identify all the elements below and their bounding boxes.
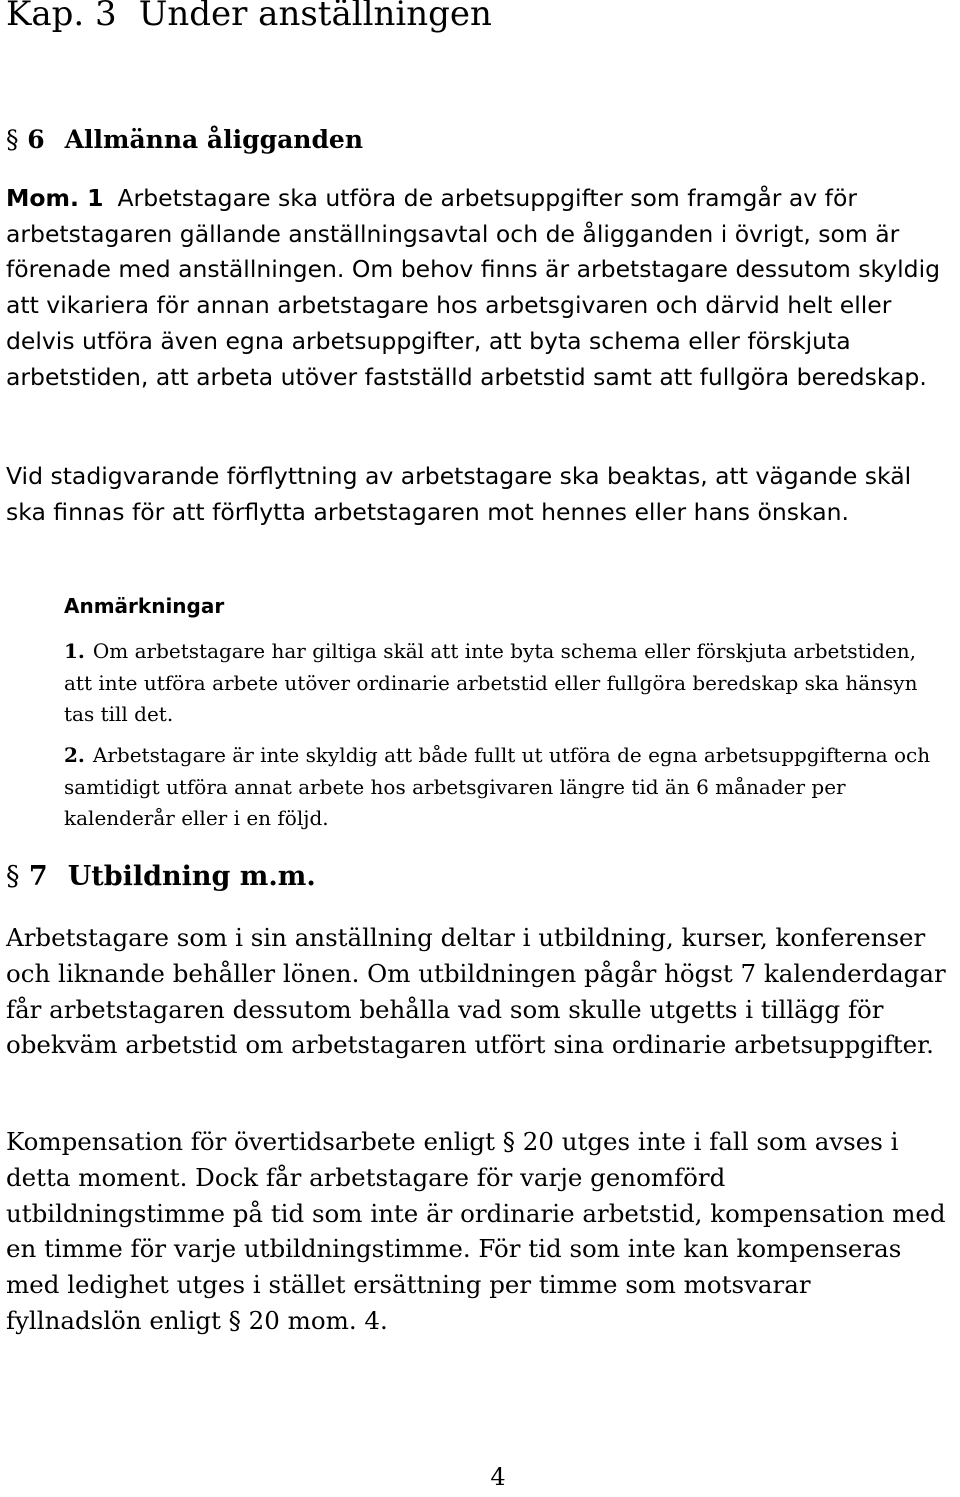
note-number: 1.: [64, 639, 85, 663]
mom-label: Mom. 1: [6, 184, 104, 212]
page-number: 4: [490, 1463, 506, 1491]
mom-text: Arbetstagare ska utföra de arbetsuppgifter som framgår av för arbetstagaren gällande anställningsavtal och de åligganden i övrigt, som är förenade med anställningen. Om behov finns är arbetstagare dessutom skyldig att vikariera för annan arbetstagare hos arbetsgivaren och därvid helt eller delvis utföra även egna arbetsuppgifter, att byta schema eller förskjuta arbetstiden, att arbeta utöver fastställd arbetstid samt att fullgöra beredskap.: [6, 184, 941, 391]
notes-heading: Anmärkningar: [64, 594, 225, 618]
note-text: Om arbetstagare har giltiga skäl att inte byta schema eller förskjuta arbetstiden, att inte utföra arbete utöver ordinarie arbetstid eller fullgöra beredskap ska hänsyn tas till det.: [64, 639, 918, 727]
education-paragraph-1: Arbetstagare som i sin anställning deltar i utbildning, kurser, konferenser och liknande behåller lönen. Om utbildningen pågår högst 7 kalenderdagar får arbetstagaren dessutom behålla vad som skulle utgetts i tillägg för obekväm arbetstid om arbetstagaren utfört sina ordinarie arbetsuppgifter.: [6, 923, 946, 1060]
relocation-paragraph: Vid stadigvarande förflyttning av arbetstagare ska beaktas, att vägande skäl ska finnas för att förflytta arbetstagaren mot hennes eller hans önskan.: [6, 462, 912, 526]
section-6-heading: [6, 121, 952, 159]
section-number: 7: [28, 861, 48, 892]
note-number: 2.: [64, 743, 85, 767]
section-symbol: §: [6, 861, 20, 892]
section-number: 6: [27, 125, 45, 154]
section-symbol: §: [6, 125, 19, 154]
section-title: Utbildning m.m.: [67, 861, 316, 892]
chapter-number: Kap. 3: [6, 0, 117, 34]
chapter-title: Under anställningen: [138, 0, 492, 34]
note-item: [64, 740, 944, 835]
chapter-heading: [6, 0, 952, 36]
note-item: [64, 636, 944, 731]
section-title: Allmänna åligganden: [64, 125, 364, 154]
section-7-heading: [6, 857, 952, 897]
mom-1-paragraph: [6, 181, 952, 395]
note-text: Arbetstagare är inte skyldig att både fullt ut utföra de egna arbetsuppgifterna och samtidigt utföra annat arbete hos arbetsgivaren längre tid än 6 månader per kalenderår eller i en följd.: [64, 743, 931, 831]
education-paragraph-2: Kompensation för övertidsarbete enligt § 20 utges inte i fall som avses i detta moment. Dock får arbetstagare för varje genomförd utbildningstimme på tid som inte är ordinarie arbetstid, kompensation med en timme för varje utbildningstimme. För tid som inte kan kompenseras med ledighet utges i stället ersättning per timme som motsvarar fyllnadslön enligt § 20 mom. 4.: [6, 1127, 946, 1335]
